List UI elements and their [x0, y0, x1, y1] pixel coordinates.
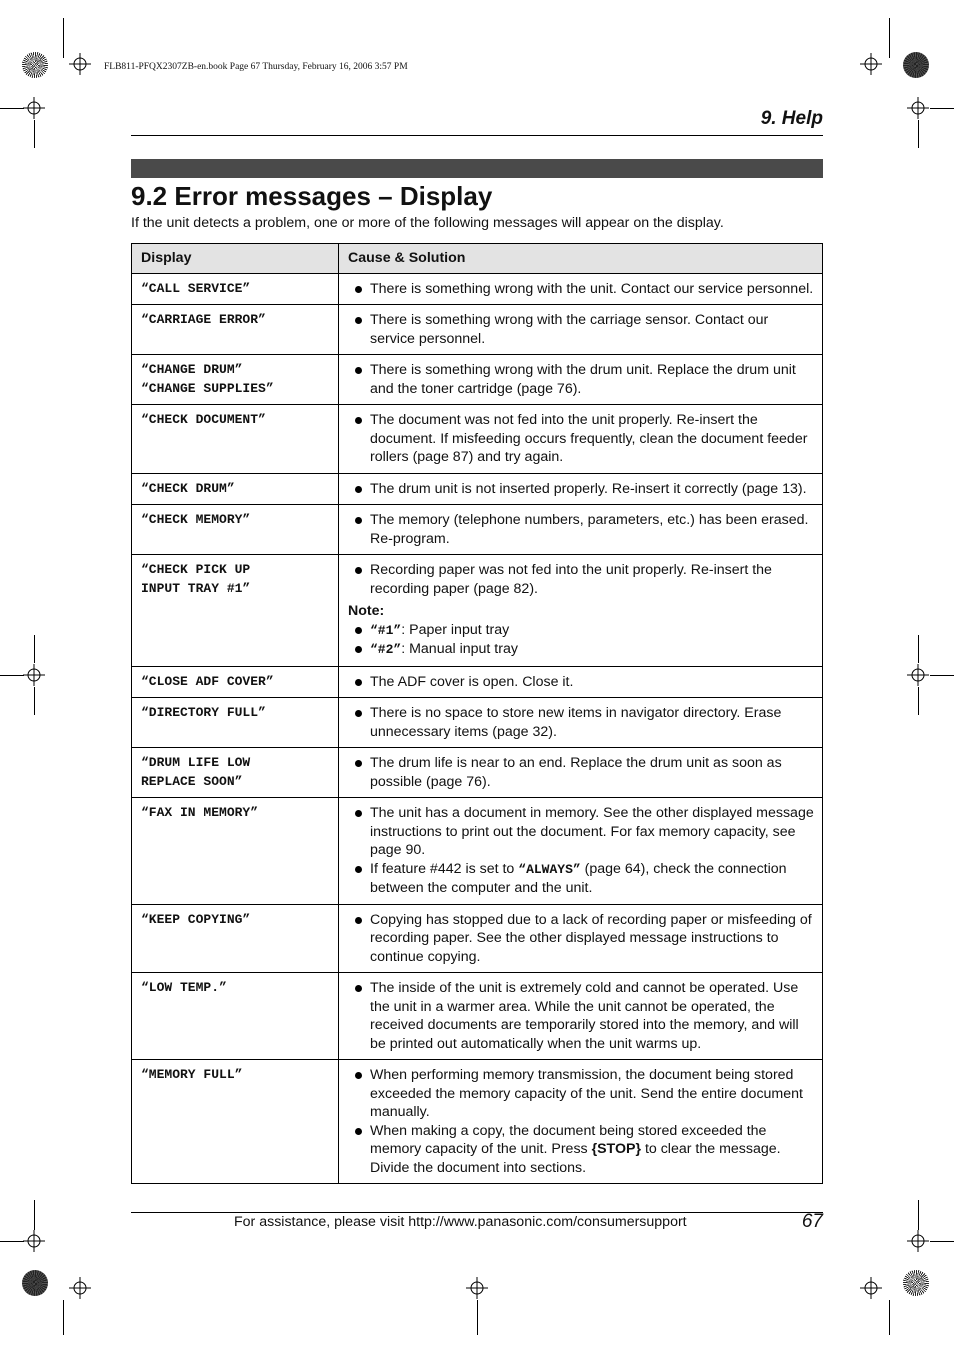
- bullet-item: Recording paper was not fed into the unit properly. Re-insert the recording paper (page 82).: [348, 561, 814, 598]
- crosshair-icon: [69, 1277, 91, 1299]
- display-cell: [132, 305, 339, 355]
- display-message: “CLOSE ADF COVER”: [141, 673, 274, 689]
- column-header-display: Display: [132, 244, 339, 274]
- bullet-item: [348, 1122, 814, 1178]
- display-cell: [132, 355, 339, 405]
- page-title: 9.2 Error messages – Display: [131, 181, 493, 211]
- bullet-item: The unit has a document in memory. See the other displayed message instructions to print out the document. For fax memory capacity, see page 90.: [348, 804, 814, 860]
- cause-cell: [339, 748, 823, 798]
- bullet-item: There is something wrong with the unit. Contact our service personnel.: [348, 280, 814, 299]
- section-band: [131, 159, 823, 178]
- tray-code: “#2”: [370, 642, 402, 657]
- cause-cell: [339, 698, 823, 748]
- cause-cell: [339, 555, 823, 667]
- registration-burst-icon: [22, 1270, 48, 1296]
- page-number: 67: [801, 1211, 823, 1232]
- display-cell: [132, 666, 339, 698]
- crosshair-icon: [907, 1230, 929, 1252]
- crosshair-icon: [23, 97, 45, 119]
- bullet-item: The document was not fed into the unit properly. Re-insert the document. If misfeeding occurs frequently, clean the document feeder rollers (page 87) and try again.: [348, 411, 814, 467]
- table-row: [132, 305, 823, 355]
- cause-cell: [339, 798, 823, 905]
- chapter-heading: 9. Help: [760, 108, 823, 129]
- bullet-item: The drum unit is not inserted properly. Re-insert it correctly (page 13).: [348, 480, 814, 499]
- display-cell: [132, 473, 339, 505]
- display-message: “KEEP COPYING”: [141, 911, 251, 927]
- bullet-item: There is no space to store new items in navigator directory. Erase unnecessary items (page 32).: [348, 704, 814, 741]
- bullet-item: There is something wrong with the drum unit. Replace the drum unit and the toner cartridge (page 76).: [348, 361, 814, 398]
- crosshair-icon: [860, 1277, 882, 1299]
- cause-cell: [339, 405, 823, 474]
- table-row: [132, 473, 823, 505]
- bullet-item: The ADF cover is open. Close it.: [348, 673, 814, 692]
- table-row: [132, 798, 823, 905]
- note-text: : Manual input tray: [401, 641, 518, 657]
- display-message: “CHANGE DRUM” “CHANGE SUPPLIES”: [141, 362, 274, 396]
- bullet-item: The inside of the unit is extremely cold and cannot be operated. Use the unit in a warmer area. While the unit cannot be operated, the received documents are temporarily stored into the memory, and will be printed out automatically when the unit warms up.: [348, 979, 814, 1053]
- display-cell: [132, 904, 339, 973]
- footer-assistance-text: For assistance, please visit http://www.panasonic.com/consumersupport: [234, 1214, 687, 1230]
- note-item: [348, 621, 814, 641]
- table-row: [132, 405, 823, 474]
- display-message: “CARRIAGE ERROR”: [141, 312, 266, 327]
- crosshair-icon: [69, 53, 91, 75]
- display-cell: [132, 555, 339, 667]
- note-text: : Paper input tray: [401, 621, 510, 638]
- table-header-row: [132, 244, 823, 274]
- crosshair-icon: [23, 1230, 45, 1252]
- cause-cell: [339, 973, 823, 1060]
- crosshair-icon: [907, 97, 929, 119]
- table-row: [132, 505, 823, 555]
- crosshair-icon: [907, 664, 929, 686]
- display-message: “CALL SERVICE”: [141, 280, 251, 296]
- table-row: [132, 273, 823, 305]
- table-row: [132, 1060, 823, 1184]
- footer-rule: [131, 1212, 823, 1213]
- table-row: [132, 698, 823, 748]
- display-message: “LOW TEMP.”: [141, 980, 227, 995]
- display-message: “DRUM LIFE LOW REPLACE SOON”: [141, 755, 251, 789]
- table-row: [132, 748, 823, 798]
- stop-key: {STOP}: [591, 1141, 641, 1157]
- display-cell: [132, 1060, 339, 1184]
- table-row: [132, 666, 823, 698]
- display-cell: [132, 273, 339, 305]
- intro-text: If the unit detects a problem, one or more of the following messages will appear on the display.: [131, 215, 724, 231]
- display-message: “DIRECTORY FULL”: [141, 705, 266, 720]
- crosshair-icon: [860, 53, 882, 75]
- cause-cell: [339, 666, 823, 698]
- registration-burst-icon: [22, 52, 48, 78]
- bullet-text: If feature #442 is set to: [370, 860, 519, 877]
- display-message: “CHECK DRUM”: [141, 480, 235, 496]
- note-list: [348, 621, 814, 660]
- bullet-text: (page 64), check the connection between the computer and the unit.: [370, 860, 787, 896]
- cause-cell: [339, 473, 823, 505]
- cause-cell: [339, 904, 823, 973]
- display-cell: [132, 405, 339, 474]
- table-row: [132, 555, 823, 667]
- bullet-text: When making a copy, the document being stored exceeded the memory capacity of the unit. Press: [370, 1122, 767, 1157]
- crosshair-icon: [466, 1277, 488, 1299]
- display-message: “CHECK MEMORY”: [141, 512, 251, 527]
- crosshair-icon: [23, 664, 45, 686]
- table-row: [132, 355, 823, 405]
- bullet-item: When performing memory transmission, the document being stored exceeded the memory capacity of the unit. Send the entire document manually.: [348, 1066, 814, 1122]
- column-header-cause: Cause & Solution: [339, 244, 823, 274]
- display-cell: [132, 698, 339, 748]
- note-label: Note:: [348, 603, 385, 619]
- display-cell: [132, 798, 339, 905]
- setting-code: “ALWAYS”: [518, 861, 581, 877]
- display-message: “CHECK DOCUMENT”: [141, 412, 266, 427]
- cause-cell: [339, 505, 823, 555]
- bullet-item: The memory (telephone numbers, parameters, etc.) has been erased. Re-program.: [348, 511, 814, 548]
- bullet-item: There is something wrong with the carriage sensor. Contact our service personnel.: [348, 311, 814, 348]
- cause-cell: [339, 1060, 823, 1184]
- bullet-text: to clear the message. Divide the document into sections.: [370, 1141, 781, 1176]
- header-rule: [131, 135, 823, 136]
- cause-cell: [339, 273, 823, 305]
- print-header: FLB811-PFQX2307ZB-en.book Page 67 Thursday, February 16, 2006 3:57 PM: [104, 62, 408, 72]
- display-message: “MEMORY FULL”: [141, 1067, 243, 1082]
- bullet-item: Copying has stopped due to a lack of recording paper or misfeeding of recording paper. See the other displayed message instructions to continue copying.: [348, 911, 814, 967]
- bullet-item: The drum life is near to an end. Replace the drum unit as soon as possible (page 76).: [348, 754, 814, 791]
- note-item: [348, 640, 814, 660]
- cause-cell: [339, 305, 823, 355]
- bullet-item: [348, 860, 814, 898]
- registration-burst-icon: [903, 1270, 929, 1296]
- display-message: “FAX IN MEMORY”: [141, 805, 259, 820]
- cause-cell: [339, 355, 823, 405]
- display-cell: [132, 748, 339, 798]
- display-message: “CHECK PICK UP INPUT TRAY #1”: [141, 562, 251, 596]
- table-row: [132, 973, 823, 1060]
- registration-burst-icon: [903, 52, 929, 78]
- display-cell: [132, 973, 339, 1060]
- table-row: [132, 904, 823, 973]
- display-cell: [132, 505, 339, 555]
- error-messages-table: [131, 243, 823, 1184]
- tray-code: “#1”: [370, 622, 402, 638]
